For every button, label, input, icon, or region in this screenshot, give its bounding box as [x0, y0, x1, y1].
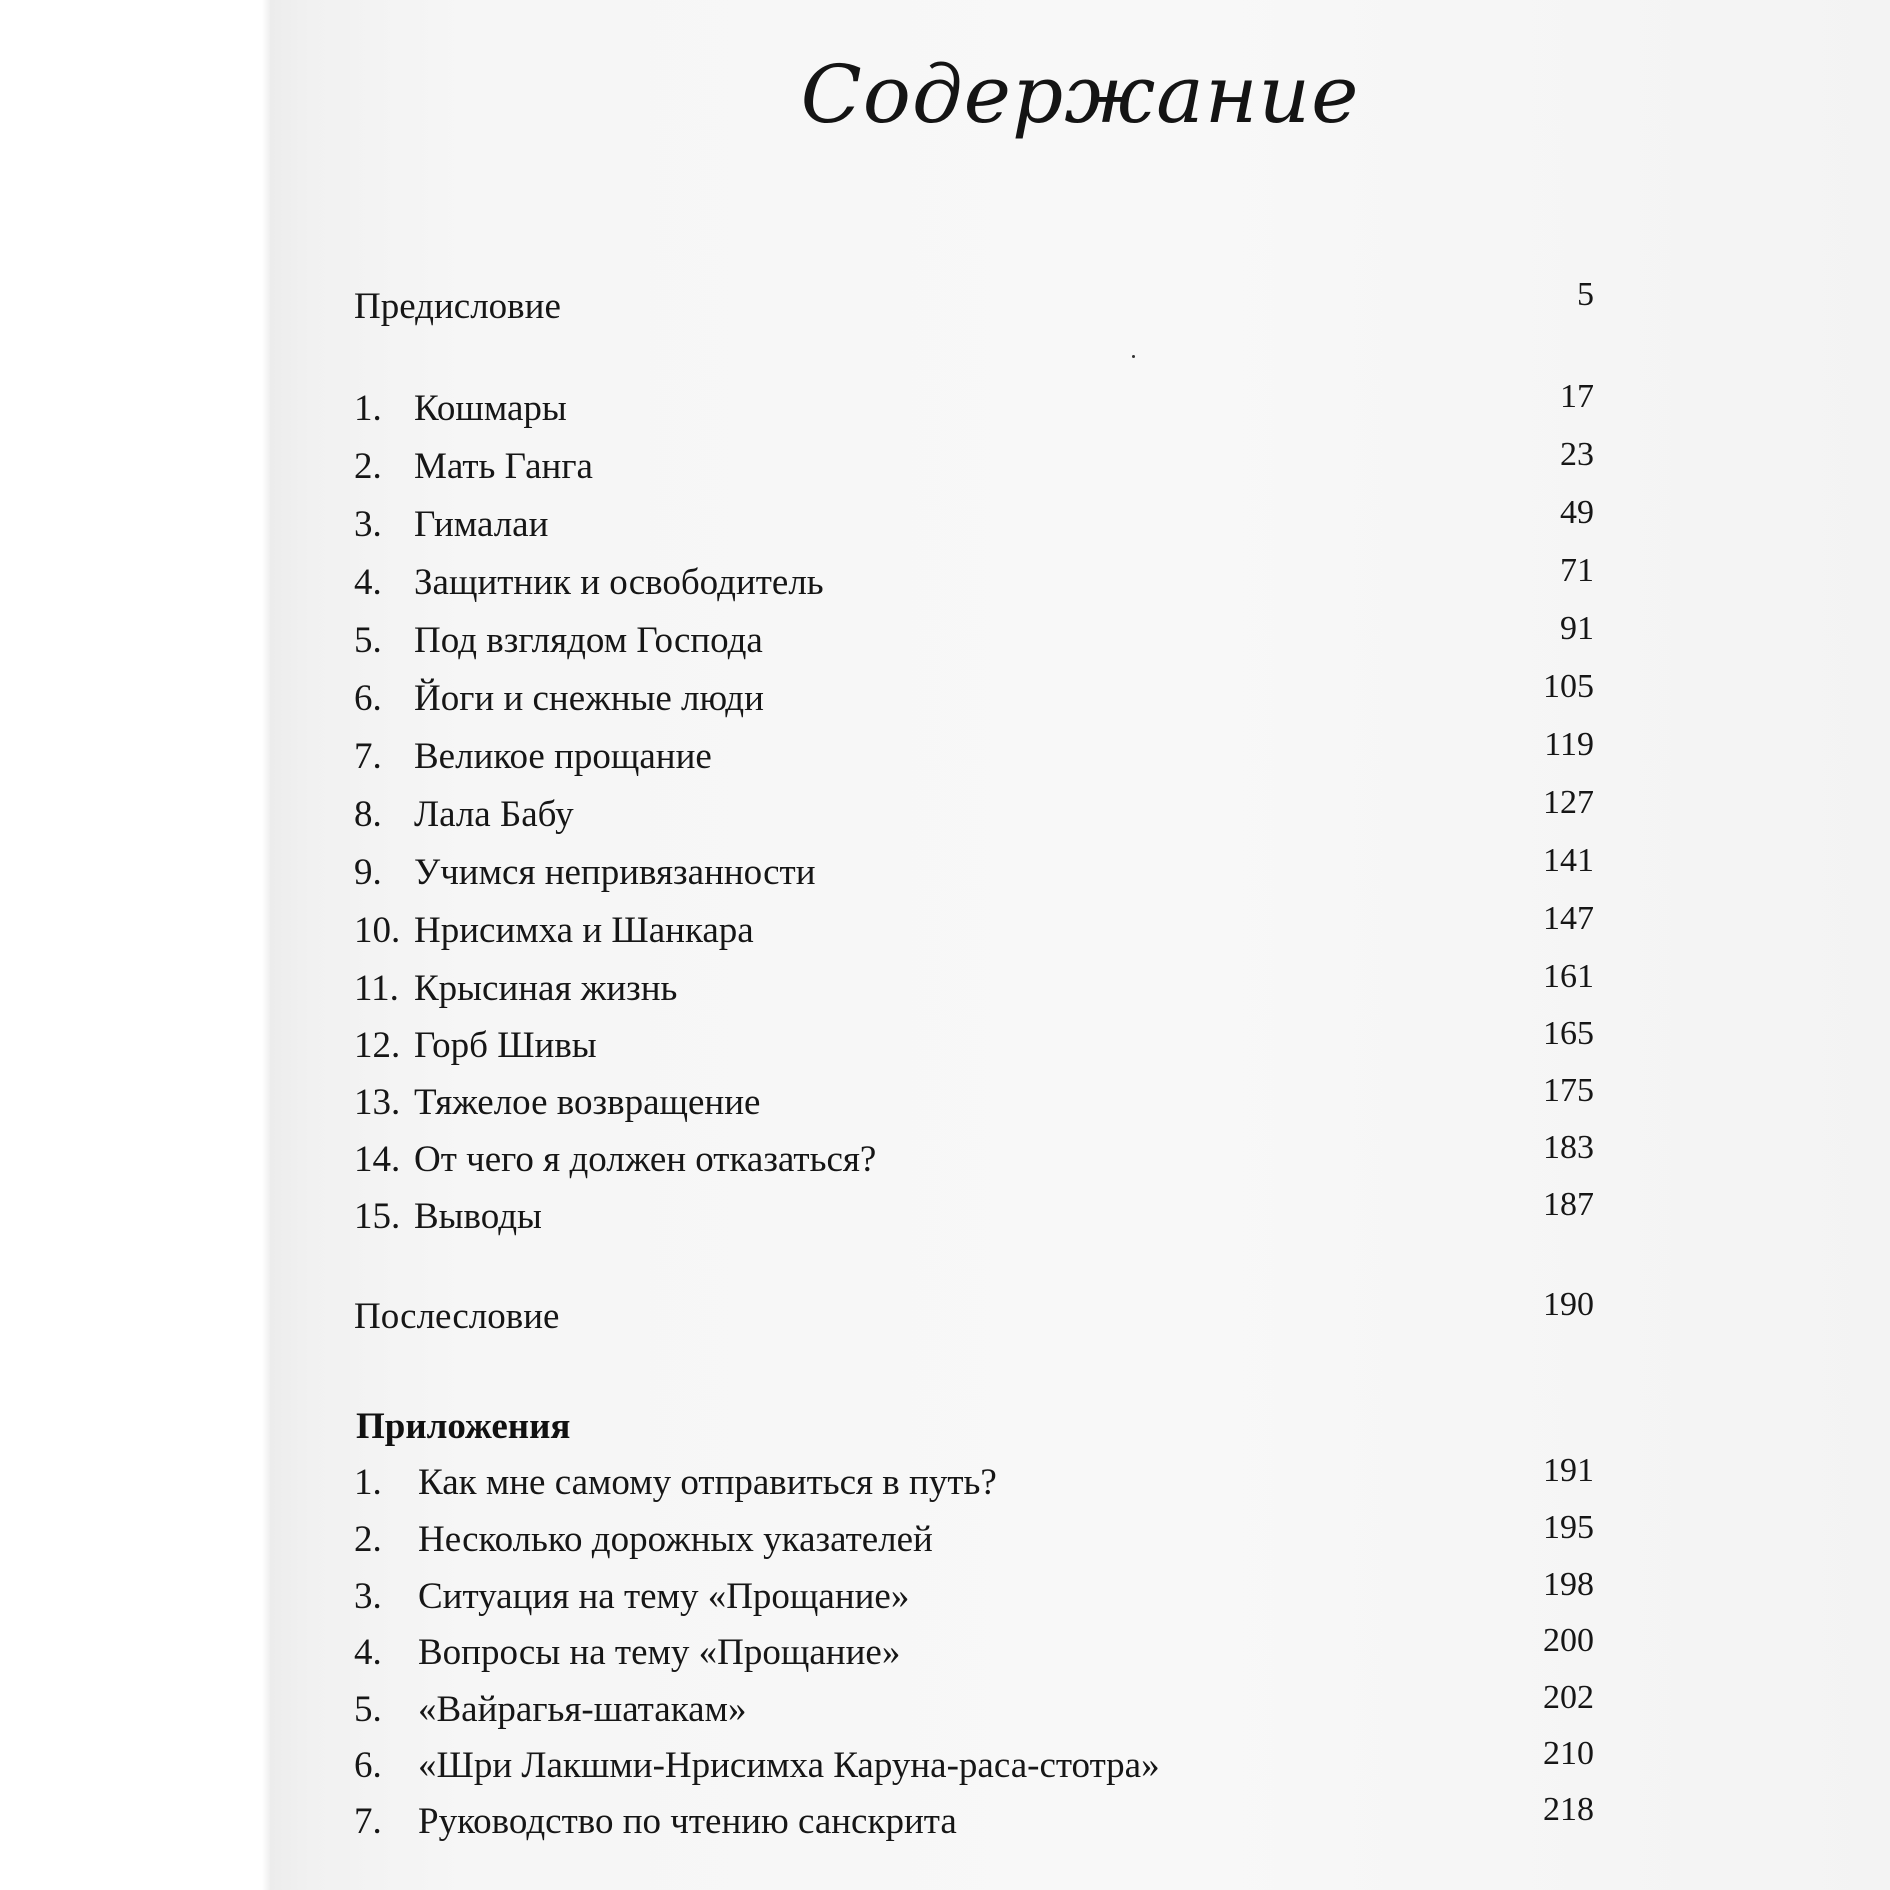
chapter-number: 8. [354, 794, 382, 835]
toc-appendix [354, 1622, 1594, 1678]
chapter-page: 147 [1543, 900, 1594, 937]
appendix-number: 1. [354, 1462, 382, 1503]
chapter-title: Гималаи [414, 504, 549, 545]
toc-entry-afterword [354, 1286, 1594, 1342]
toc-chapter [354, 1015, 1594, 1071]
chapter-page: 175 [1543, 1072, 1594, 1109]
chapter-title: Великое прощание [414, 736, 712, 777]
toc-chapter [354, 668, 1594, 724]
toc-chapter [354, 552, 1594, 608]
toc-chapter [354, 436, 1594, 492]
chapter-page: 23 [1560, 436, 1594, 473]
toc-entry-label: Предисловие [354, 286, 561, 327]
chapter-number: 5. [354, 620, 382, 661]
chapter-title: Под взглядом Господа [414, 620, 763, 661]
toc-chapter [354, 1072, 1594, 1128]
chapter-page: 119 [1544, 726, 1594, 763]
toc-chapter [354, 842, 1594, 898]
chapter-title: Лала Бабу [414, 794, 574, 835]
speck [1132, 355, 1135, 358]
chapter-number: 10. [354, 910, 401, 951]
chapter-page: 17 [1560, 378, 1594, 415]
chapter-title: Горб Шивы [414, 1025, 597, 1066]
chapter-number: 13. [354, 1082, 401, 1123]
toc-chapter [354, 726, 1594, 782]
appendix-number: 6. [354, 1745, 382, 1786]
chapter-title: Крысиная жизнь [414, 968, 678, 1009]
chapter-page: 71 [1560, 552, 1594, 589]
chapter-page: 165 [1543, 1015, 1594, 1052]
toc-chapter [354, 900, 1594, 956]
chapter-title: От чего я должен отказаться? [414, 1139, 877, 1180]
chapter-page: 91 [1560, 610, 1594, 647]
toc-chapter [354, 1129, 1594, 1185]
chapter-page: 161 [1543, 958, 1594, 995]
toc-appendix [354, 1679, 1594, 1735]
toc-appendix [354, 1452, 1594, 1508]
chapter-title: Учимся непривязанности [414, 852, 816, 893]
appendix-page: 210 [1543, 1735, 1594, 1772]
toc-chapter [354, 610, 1594, 666]
chapter-title: Защитник и освободитель [414, 562, 824, 603]
chapter-title: Нрисимха и Шанкара [414, 910, 754, 951]
chapter-title: Мать Ганга [414, 446, 593, 487]
chapter-number: 12. [354, 1025, 401, 1066]
chapter-title: Йоги и снежные люди [414, 678, 764, 719]
chapter-number: 15. [354, 1196, 401, 1237]
toc-entry-label: Послесловие [354, 1296, 560, 1337]
toc-entry-page: 5 [1577, 276, 1594, 313]
chapter-page: 49 [1560, 494, 1594, 531]
appendix-title: Несколько дорожных указателей [418, 1519, 933, 1560]
toc-appendix [354, 1735, 1594, 1791]
appendix-page: 202 [1543, 1679, 1594, 1716]
toc-appendix [354, 1791, 1594, 1847]
appendix-title: «Вайрагья-шатакам» [418, 1689, 747, 1730]
appendix-number: 5. [354, 1689, 382, 1730]
book-page [270, 0, 1890, 1890]
appendix-number: 4. [354, 1632, 382, 1673]
appendix-page: 195 [1543, 1509, 1594, 1546]
toc-chapter [354, 958, 1594, 1014]
chapter-number: 6. [354, 678, 382, 719]
toc-entry-preface [354, 276, 1594, 332]
chapter-page: 127 [1543, 784, 1594, 821]
chapter-number: 11. [354, 968, 399, 1009]
chapter-number: 14. [354, 1139, 401, 1180]
page-title: Содержание [800, 48, 1360, 141]
toc-chapter [354, 1186, 1594, 1242]
appendix-page: 218 [1543, 1791, 1594, 1828]
chapter-number: 7. [354, 736, 382, 777]
toc-appendix [354, 1509, 1594, 1565]
appendix-title: Как мне самому отправиться в путь? [418, 1462, 997, 1503]
chapter-number: 9. [354, 852, 382, 893]
appendix-title: Ситуация на тему «Прощание» [418, 1576, 910, 1617]
chapter-page: 141 [1543, 842, 1594, 879]
chapter-number: 4. [354, 562, 382, 603]
toc-chapter [354, 378, 1594, 434]
appendix-page: 200 [1543, 1622, 1594, 1659]
appendix-page: 198 [1543, 1566, 1594, 1603]
appendix-number: 2. [354, 1519, 382, 1560]
chapter-number: 3. [354, 504, 382, 545]
appendix-title: Руководство по чтению санскрита [418, 1801, 957, 1842]
chapter-number: 1. [354, 388, 382, 429]
appendix-number: 7. [354, 1801, 382, 1842]
chapter-title: Кошмары [414, 388, 567, 429]
toc-appendix [354, 1566, 1594, 1622]
appendix-number: 3. [354, 1576, 382, 1617]
appendix-page: 191 [1543, 1452, 1594, 1489]
chapter-title: Тяжелое возвращение [414, 1082, 761, 1123]
toc-entry-page: 190 [1543, 1286, 1594, 1323]
chapter-page: 187 [1543, 1186, 1594, 1223]
chapter-page: 183 [1543, 1129, 1594, 1166]
chapter-page: 105 [1543, 668, 1594, 705]
appendix-title: «Шри Лакшми-Нрисимха Каруна-раса-стотра» [418, 1745, 1160, 1786]
appendices-heading: Приложения [356, 1406, 571, 1447]
toc-chapter [354, 494, 1594, 550]
chapter-number: 2. [354, 446, 382, 487]
toc-chapter [354, 784, 1594, 840]
chapter-title: Выводы [414, 1196, 542, 1237]
appendix-title: Вопросы на тему «Прощание» [418, 1632, 901, 1673]
